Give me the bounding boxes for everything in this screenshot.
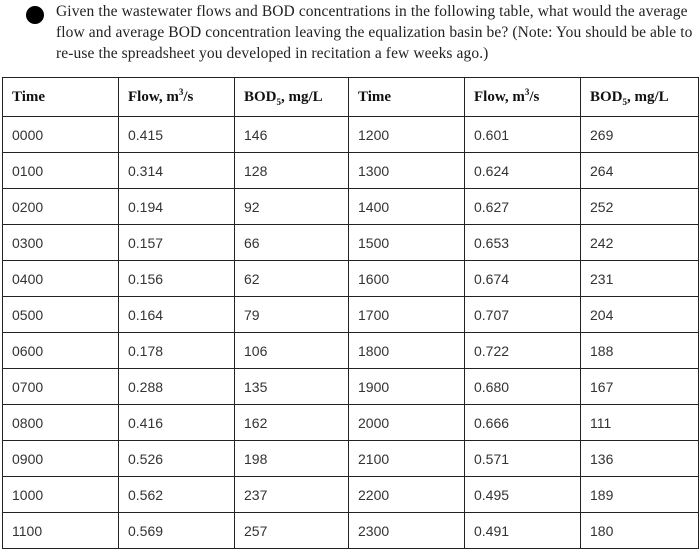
table-row bbox=[3, 369, 699, 405]
cell-time: 2100 bbox=[349, 441, 465, 477]
table-row bbox=[3, 117, 699, 153]
cell-time: 0100 bbox=[3, 153, 119, 189]
cell-time: 1000 bbox=[3, 477, 119, 513]
cell-bod: 188 bbox=[581, 333, 699, 369]
cell-time: 2300 bbox=[349, 513, 465, 549]
cell-time: 0500 bbox=[3, 297, 119, 333]
table-row bbox=[3, 261, 699, 297]
cell-flow: 0.569 bbox=[119, 513, 235, 549]
cell-bod: 269 bbox=[581, 117, 699, 153]
cell-bod: 231 bbox=[581, 261, 699, 297]
cell-flow: 0.666 bbox=[465, 405, 581, 441]
cell-flow: 0.627 bbox=[465, 189, 581, 225]
question-block bbox=[0, 0, 700, 76]
cell-bod: 128 bbox=[235, 153, 349, 189]
cell-flow: 0.416 bbox=[119, 405, 235, 441]
table-row bbox=[3, 153, 699, 189]
table-row bbox=[3, 297, 699, 333]
cell-flow: 0.562 bbox=[119, 477, 235, 513]
cell-time: 0300 bbox=[3, 225, 119, 261]
header-time: Time bbox=[3, 78, 119, 117]
cell-bod: 92 bbox=[235, 189, 349, 225]
cell-time: 0600 bbox=[3, 333, 119, 369]
cell-flow: 0.601 bbox=[465, 117, 581, 153]
cell-bod: 242 bbox=[581, 225, 699, 261]
cell-time: 0900 bbox=[3, 441, 119, 477]
cell-bod: 167 bbox=[581, 369, 699, 405]
cell-flow: 0.415 bbox=[119, 117, 235, 153]
cell-time: 0200 bbox=[3, 189, 119, 225]
cell-bod: 264 bbox=[581, 153, 699, 189]
table-header-row bbox=[3, 78, 699, 117]
table-row bbox=[3, 225, 699, 261]
cell-flow: 0.707 bbox=[465, 297, 581, 333]
cell-bod: 62 bbox=[235, 261, 349, 297]
cell-time: 1100 bbox=[3, 513, 119, 549]
bullet-icon bbox=[26, 6, 44, 24]
cell-bod: 257 bbox=[235, 513, 349, 549]
table-row bbox=[3, 189, 699, 225]
cell-bod: 135 bbox=[235, 369, 349, 405]
cell-time: 1600 bbox=[349, 261, 465, 297]
cell-flow: 0.156 bbox=[119, 261, 235, 297]
cell-time: 0400 bbox=[3, 261, 119, 297]
cell-bod: 252 bbox=[581, 189, 699, 225]
cell-flow: 0.491 bbox=[465, 513, 581, 549]
cell-time: 0000 bbox=[3, 117, 119, 153]
cell-bod: 189 bbox=[581, 477, 699, 513]
cell-flow: 0.178 bbox=[119, 333, 235, 369]
cell-bod: 198 bbox=[235, 441, 349, 477]
table-row bbox=[3, 477, 699, 513]
table-row bbox=[3, 513, 699, 549]
cell-time: 1200 bbox=[349, 117, 465, 153]
cell-flow: 0.495 bbox=[465, 477, 581, 513]
header-bod: $BOD_5$, mg/L bbox=[581, 78, 699, 117]
flow-bod-table bbox=[2, 77, 699, 549]
cell-flow: 0.526 bbox=[119, 441, 235, 477]
cell-time: 0700 bbox=[3, 369, 119, 405]
cell-bod: 136 bbox=[581, 441, 699, 477]
table-row bbox=[3, 333, 699, 369]
header-flow: Flow, $m^3/s$ bbox=[119, 78, 235, 117]
cell-bod: 204 bbox=[581, 297, 699, 333]
cell-flow: 0.653 bbox=[465, 225, 581, 261]
cell-bod: 111 bbox=[581, 405, 699, 441]
cell-flow: 0.674 bbox=[465, 261, 581, 297]
cell-time: 2200 bbox=[349, 477, 465, 513]
cell-flow: 0.624 bbox=[465, 153, 581, 189]
cell-flow: 0.288 bbox=[119, 369, 235, 405]
cell-flow: 0.314 bbox=[119, 153, 235, 189]
cell-time: 1900 bbox=[349, 369, 465, 405]
cell-flow: 0.157 bbox=[119, 225, 235, 261]
cell-bod: 146 bbox=[235, 117, 349, 153]
table-row bbox=[3, 441, 699, 477]
cell-time: 1800 bbox=[349, 333, 465, 369]
cell-time: 1300 bbox=[349, 153, 465, 189]
cell-bod: 66 bbox=[235, 225, 349, 261]
cell-time: 2000 bbox=[349, 405, 465, 441]
table-row bbox=[3, 405, 699, 441]
header-time: Time bbox=[349, 78, 465, 117]
cell-flow: 0.194 bbox=[119, 189, 235, 225]
header-flow: Flow, $m^3/s$ bbox=[465, 78, 581, 117]
cell-bod: 180 bbox=[581, 513, 699, 549]
cell-flow: 0.680 bbox=[465, 369, 581, 405]
cell-flow: 0.164 bbox=[119, 297, 235, 333]
cell-time: 1500 bbox=[349, 225, 465, 261]
cell-bod: 162 bbox=[235, 405, 349, 441]
cell-time: 0800 bbox=[3, 405, 119, 441]
cell-time: 1400 bbox=[349, 189, 465, 225]
question-text: Given the wastewater flows and BOD concentrations in the following table, what would the average flow and average BOD concentration leaving the equalization basin be? (Note: You should be able to re-use the spreadsheet you developed in recitation a few weeks ago.) bbox=[56, 3, 693, 62]
cell-time: 1700 bbox=[349, 297, 465, 333]
cell-bod: 237 bbox=[235, 477, 349, 513]
cell-flow: 0.571 bbox=[465, 441, 581, 477]
cell-bod: 79 bbox=[235, 297, 349, 333]
cell-bod: 106 bbox=[235, 333, 349, 369]
header-bod: $BOD_5$, mg/L bbox=[235, 78, 349, 117]
cell-flow: 0.722 bbox=[465, 333, 581, 369]
